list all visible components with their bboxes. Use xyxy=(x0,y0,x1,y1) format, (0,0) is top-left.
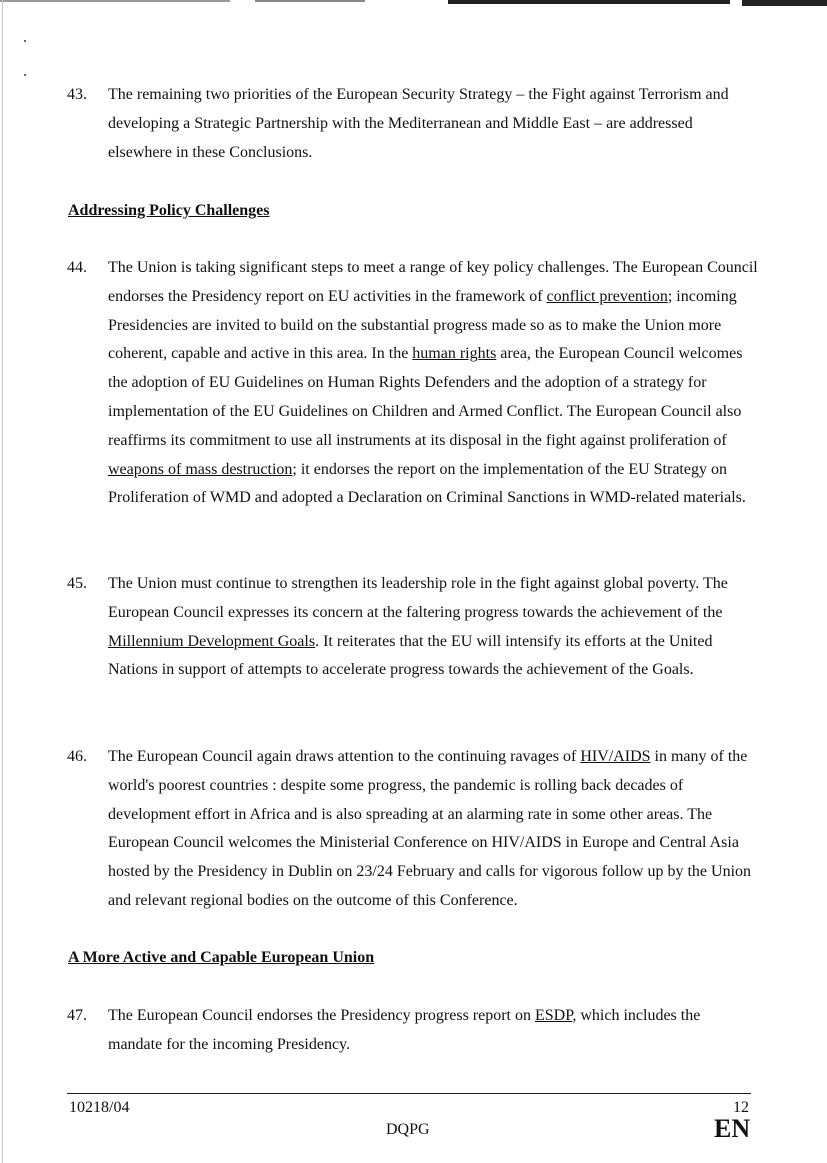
underlined-term: conflict prevention xyxy=(546,287,668,305)
paragraph-number: 44. xyxy=(67,259,87,276)
scan-edge-top xyxy=(0,0,827,8)
footer-document-reference: 10218/04 xyxy=(69,1099,130,1116)
underlined-term: ESDP xyxy=(535,1007,573,1024)
paragraph-text: The European Council endorses the Presidency progress report on xyxy=(108,1007,535,1024)
paragraph-47 xyxy=(108,1002,758,1060)
section-heading-policy-challenges: Addressing Policy Challenges xyxy=(68,202,270,219)
scan-speck xyxy=(24,40,26,42)
paragraph-text: ; incoming Presidencies are invited to build on the substantial progress made so as to make the Union more coherent, capable and active in this area. In the xyxy=(108,287,737,363)
paragraph-number: 43. xyxy=(67,86,87,103)
paragraph-44 xyxy=(108,254,758,513)
paragraph-number: 47. xyxy=(67,1007,87,1024)
underlined-term: weapons of mass destruction xyxy=(108,460,293,478)
paragraph-text: area, the European Council welcomes the adoption of EU Guidelines on Human Rights Defenders and the adoption of a strategy for implementation of the EU Guidelines on Children and Armed Conflict. The European Council also reaffirms its commitment to use all instruments at its disposal in the fight against proliferation of xyxy=(108,345,743,449)
paragraph-text: . It reiterates that the EU will intensify its efforts at the United Nations in support of attempts to accelerate progress towards the achievement of the Goals. xyxy=(108,632,713,679)
paragraph-text: ; it endorses the report on the implementation of the EU Strategy on Proliferation of WMD and adopted a Declaration on Criminal Sanctions in WMD-related materials. xyxy=(108,460,746,507)
underlined-term: HIV/AIDS xyxy=(580,748,651,765)
paragraph-number: 45. xyxy=(67,575,87,592)
section-heading-active-capable-union: A More Active and Capable European Union xyxy=(68,949,375,966)
underlined-term: human rights xyxy=(412,345,497,363)
paragraph-text: The remaining two priorities of the European Security Strategy – the Fight against Terrorism and developing a Strategic Partnership with the Mediterranean and Middle East – are addressed elsewhere in these Conclusions. xyxy=(108,86,729,161)
paragraph-43 xyxy=(108,81,758,167)
paragraph-text: The Union is taking significant steps to meet a range of key policy challenges. The European Council endorses the Presidency report on EU activities in the framework of xyxy=(108,259,758,305)
paragraph-46 xyxy=(108,743,758,916)
paragraph-text: The Union must continue to strengthen its leadership role in the fight against global poverty. The European Council expresses its concern at the faltering progress towards the achievement of the xyxy=(108,575,728,621)
paragraph-45 xyxy=(108,570,758,685)
paragraph-text: in many of the world's poorest countries : despite some progress, the pandemic is rolling back decades of development effort in Africa and is also spreading at an alarming rate in some other areas. The European Council welcomes the Ministerial Conference on HIV/AIDS in Europe and Central Asia hosted by the Presidency in Dublin on 23/24 February and calls for vigorous follow up by the Union and relevant regional bodies on the outcome of this Conference. xyxy=(108,748,752,909)
footer-department-code: DQPG xyxy=(386,1121,430,1138)
paragraph-text: , which includes the mandate for the incoming Presidency. xyxy=(108,1007,701,1053)
scan-speck xyxy=(24,74,26,76)
paragraph-number: 46. xyxy=(67,748,87,765)
footer-language-code: EN xyxy=(714,1114,751,1143)
footer-rule xyxy=(67,1093,751,1094)
scan-edge-left xyxy=(2,0,3,1163)
underlined-term: Millennium Development Goals xyxy=(108,632,316,650)
paragraph-text: The European Council again draws attention to the continuing ravages of xyxy=(108,748,581,765)
footer-page-number: 12 xyxy=(733,1099,749,1116)
